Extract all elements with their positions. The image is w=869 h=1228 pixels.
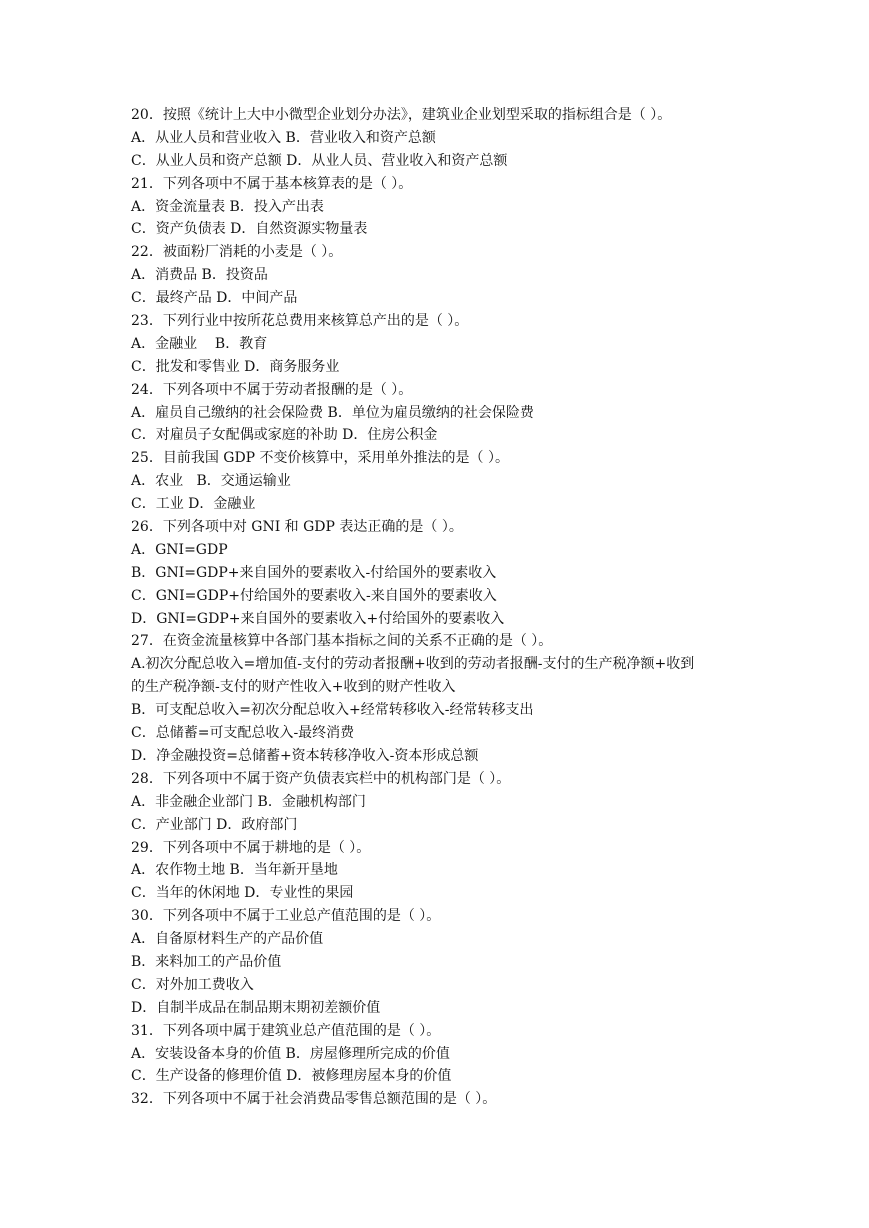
question-text: 30．下列各项中不属于工业总产值范围的是（ ）。: [131, 908, 441, 925]
question-text: 25．目前我国 GDP 不变价核算中，采用单外推法的是（ ）。: [131, 450, 509, 467]
answer-option-line: D．自制半成品在制品期末期初差额价值: [131, 999, 381, 1016]
question-text: 28．下列各项中不属于资产负债表宾栏中的机构部门是（ ）。: [131, 770, 511, 787]
question-text: 32．下列各项中不属于社会消费品零售总额范围的是（ ）。: [131, 1091, 497, 1108]
answer-option-line: A．自备原材料生产的产品价值: [131, 931, 324, 948]
question-text: 27．在资金流量核算中各部门基本指标之间的关系不正确的是（ ）。: [131, 633, 553, 650]
answer-option-line: B．可支配总收入=初次分配总收入+经常转移收入-经常转移支出: [131, 702, 534, 719]
question-text: 31．下列各项中属于建筑业总产值范围的是（ ）。: [131, 1022, 441, 1039]
answer-option-line: C．最终产品 D．中间产品: [131, 290, 298, 307]
answer-option-line: B．来料加工的产品价值: [131, 953, 282, 970]
answer-option-line: C．工业 D．金融业: [131, 496, 256, 513]
answer-option-line: C．GNI=GDP+付给国外的要素收入-来自国外的要素收入: [131, 587, 497, 604]
answer-option-line: A．金融业 B．教育: [131, 335, 268, 352]
answer-option-line: C．对雇员子女配偶或家庭的补助 D．住房公积金: [131, 427, 438, 444]
answer-option-line: B．GNI=GDP+来自国外的要素收入-付给国外的要素收入: [131, 564, 497, 581]
question-list: [131, 104, 751, 1111]
question-text: 22．被面粉厂消耗的小麦是（ ）。: [131, 244, 343, 261]
question-text: 26．下列各项中对 GNI 和 GDP 表达正确的是（ ）。: [131, 519, 463, 536]
answer-option-line: D．净金融投资=总储蓄+资本转移净收入-资本形成总额: [131, 747, 479, 764]
answer-option-line: A．GNI=GDP: [131, 541, 228, 558]
answer-option-line: A．农作物土地 B．当年新开垦地: [131, 862, 338, 879]
answer-option-line: C．资产负债表 D．自然资源实物量表: [131, 221, 368, 238]
answer-option-line: A．从业人员和营业收入 B．营业收入和资产总额: [131, 129, 436, 146]
answer-option-line: C．总储蓄=可支配总收入-最终消费: [131, 725, 355, 742]
answer-option-line: C．批发和零售业 D．商务服务业: [131, 358, 340, 375]
answer-option-line: A．雇员自己缴纳的社会保险费 B．单位为雇员缴纳的社会保险费: [131, 404, 534, 421]
answer-option-line: A．资金流量表 B．投入产出表: [131, 198, 324, 215]
answer-option-line: C．当年的休闲地 D．专业性的果园: [131, 885, 354, 902]
answer-option-line: C．产业部门 D．政府部门: [131, 816, 298, 833]
question-text: 20．按照《统计上大中小微型企业划分办法》，建筑业企业划型采取的指标组合是（ ）。: [131, 107, 672, 123]
question-text: 21．下列各项中不属于基本核算表的是（ ）。: [131, 175, 413, 192]
answer-option-line: 的生产税净额-支付的财产性收入+收到的财产性收入: [131, 679, 456, 696]
answer-option-line: C．从业人员和资产总额 D．从业人员、营业收入和资产总额: [131, 152, 508, 169]
question-text: 23．下列行业中按所花总费用来核算总产出的是（ ）。: [131, 313, 469, 330]
answer-option-line: A．农业 B．交通运输业: [131, 473, 291, 490]
answer-option-line: C．生产设备的修理价值 D．被修理房屋本身的价值: [131, 1068, 452, 1085]
answer-option-line: A．消费品 B．投资品: [131, 267, 268, 284]
answer-option-line: C．对外加工费收入: [131, 976, 254, 993]
answer-option-line: A．安装设备本身的价值 B．房屋修理所完成的价值: [131, 1045, 450, 1062]
question-text: 29．下列各项中不属于耕地的是（ ）。: [131, 839, 371, 856]
question-text: 24．下列各项中不属于劳动者报酬的是（ ）。: [131, 381, 413, 398]
answer-option-line: A．非金融企业部门 B．金融机构部门: [131, 793, 366, 810]
answer-option-line: D．GNI=GDP+来自国外的要素收入+付给国外的要素收入: [131, 610, 505, 627]
answer-option-line: A.初次分配总收入=增加值-支付的劳动者报酬+收到的劳动者报酬-支付的生产税净额+收到: [131, 656, 695, 673]
